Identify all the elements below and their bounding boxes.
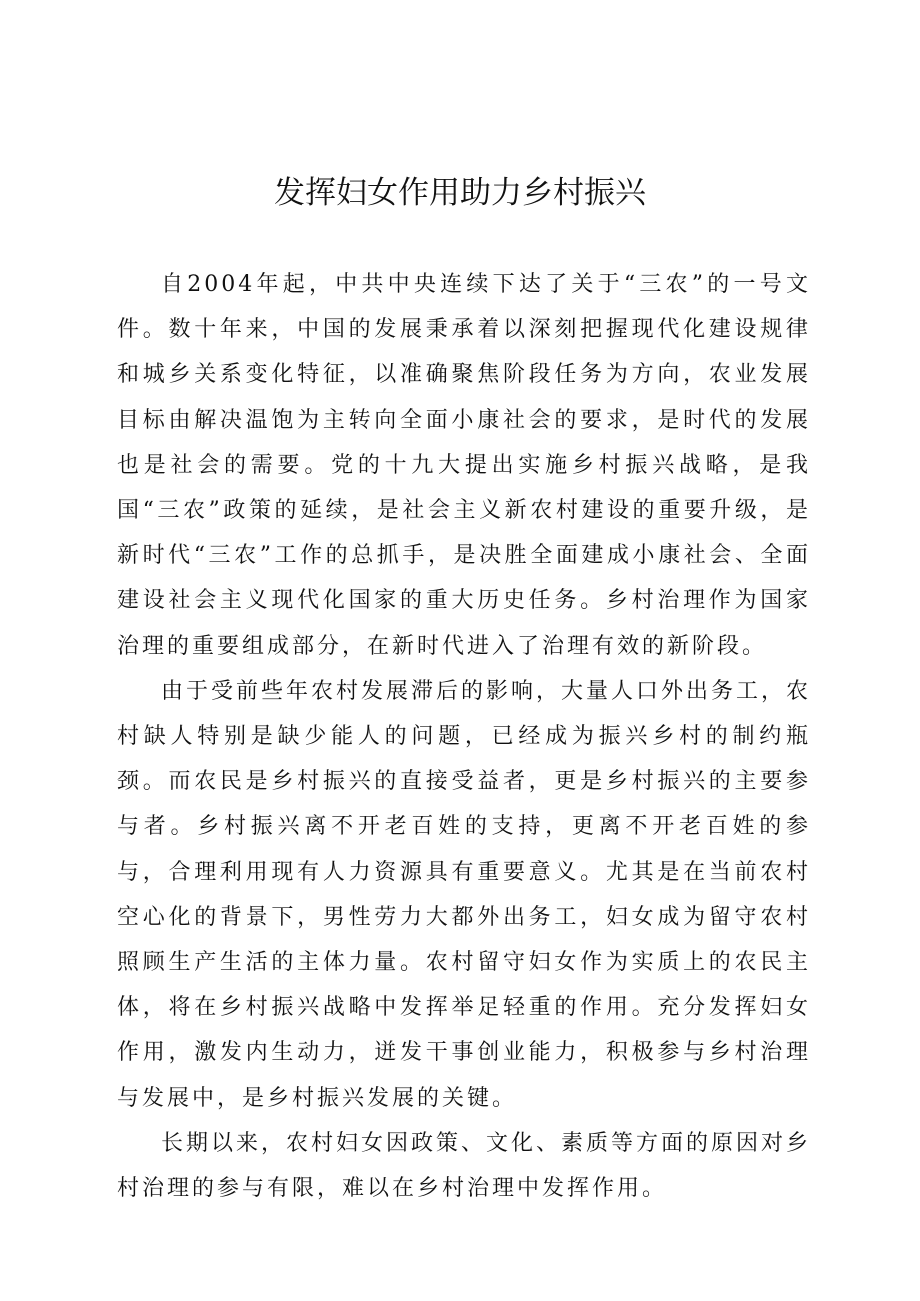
- paragraph-1: 自2004年起，中共中央连续下达了关于“三农”的一号文件。数十年来，中国的发展秉承着以深刻把握现代化建设规律和城乡关系变化特征，以准确聚焦阶段任务为方向，农业发展目标由解决温饱为主转向全面小康社会的要求，是时代的发展也是社会的需要。党的十九大提出实施乡村振兴战略，是我国“三农”政策的延续，是社会主义新农村建设的重要升级，是新时代“三农”工作的总抓手，是决胜全面建成小康社会、全面建设社会主义现代化国家的重大历史任务。乡村治理作为国家治理的重要组成部分，在新时代进入了治理有效的新阶段。: [117, 272, 811, 659]
- paragraph-3: 长期以来，农村妇女因政策、文化、素质等方面的原因对乡村治理的参与有限，难以在乡村治理中发挥作用。: [117, 1130, 812, 1202]
- document-title: 发挥妇女作用助力乡村振兴: [274, 175, 646, 211]
- document-body: [117, 262, 811, 1211]
- paragraph-2: 由于受前些年农村发展滞后的影响，大量人口外出务工，农村缺人特别是缺少能人的问题，已经成为振兴乡村的制约瓶颈。而农民是乡村振兴的直接受益者，更是乡村振兴的主要参与者。乡村振兴离不开老百姓的支持，更离不开老百姓的参与，合理利用现有人力资源具有重要意义。尤其是在当前农村空心化的背景下，男性劳力大都外出务工，妇女成为留守农村照顾生产生活的主体力量。农村留守妇女作为实质上的农民主体，将在乡村振兴战略中发挥举足轻重的作用。充分发挥妇女作用，激发内生动力，迸发干事创业能力，积极参与乡村治理与发展中，是乡村振兴发展的关键。: [117, 678, 812, 1111]
